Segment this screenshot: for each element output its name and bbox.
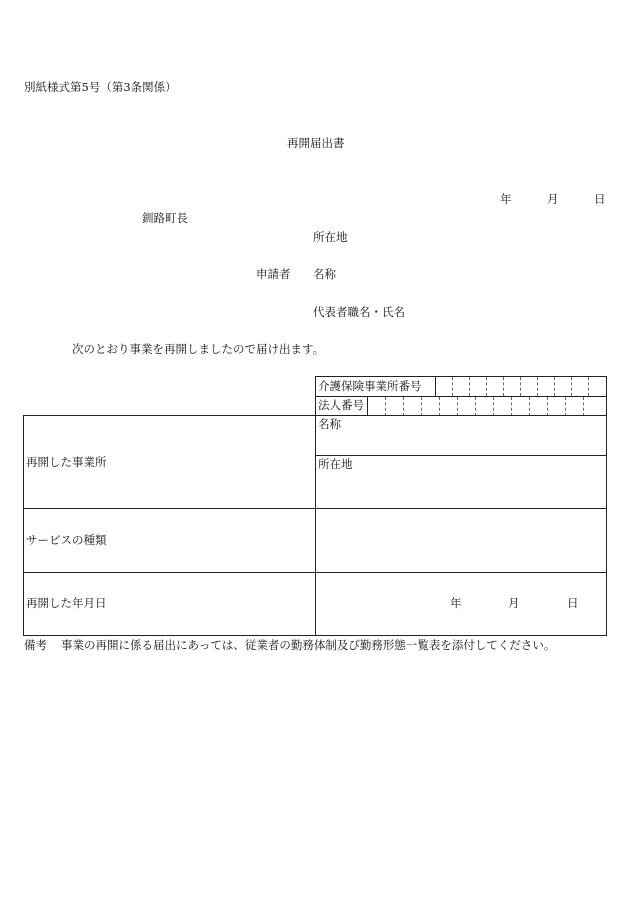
table-line xyxy=(315,376,607,377)
table-line xyxy=(435,376,436,396)
reopen-date-label: 再開した年月日 xyxy=(26,596,107,610)
corporate-number-label: 法人番号 xyxy=(318,398,364,412)
date-day-label: 日 xyxy=(594,192,606,206)
date-month-label: 月 xyxy=(547,192,559,206)
form-reference: 別紙様式第5号（第3条関係） xyxy=(24,80,177,94)
page-title: 再開届出書 xyxy=(287,136,345,150)
remarks-label: 備考 xyxy=(24,638,47,652)
statement: 次のとおり事業を再開しましたので届け出ます。 xyxy=(72,342,325,356)
applicant-label: 申請者 xyxy=(256,267,291,281)
office-location-label: 所在地 xyxy=(318,457,353,471)
table-line xyxy=(315,415,316,636)
table-line xyxy=(315,376,316,416)
care-insurance-number-label: 介護保険事業所番号 xyxy=(318,379,422,393)
applicant-location-label: 所在地 xyxy=(313,230,348,244)
table-line xyxy=(23,572,607,573)
representative-label: 代表者職名・氏名 xyxy=(313,305,405,319)
table-line xyxy=(23,415,24,636)
table-line xyxy=(367,396,368,416)
addressee: 釧路町長 xyxy=(142,211,188,225)
date-year-label: 年 xyxy=(500,192,512,206)
reopen-date-day: 日 xyxy=(567,596,579,610)
reopen-date-month: 月 xyxy=(508,596,520,610)
table-line xyxy=(23,508,607,509)
table-line xyxy=(315,455,607,456)
service-type-label: サービスの種類 xyxy=(26,533,107,547)
table-line xyxy=(23,635,607,636)
remarks-text: 事業の再開に係る届出にあっては、従業者の勤務体制及び勤務形態一覧表を添付してください。 xyxy=(61,638,556,652)
reopened-office-label: 再開した事業所 xyxy=(26,455,107,469)
table-line xyxy=(315,396,607,397)
reopen-date-year: 年 xyxy=(450,596,462,610)
office-name-label: 名称 xyxy=(318,417,341,431)
applicant-name-label: 名称 xyxy=(313,267,336,281)
